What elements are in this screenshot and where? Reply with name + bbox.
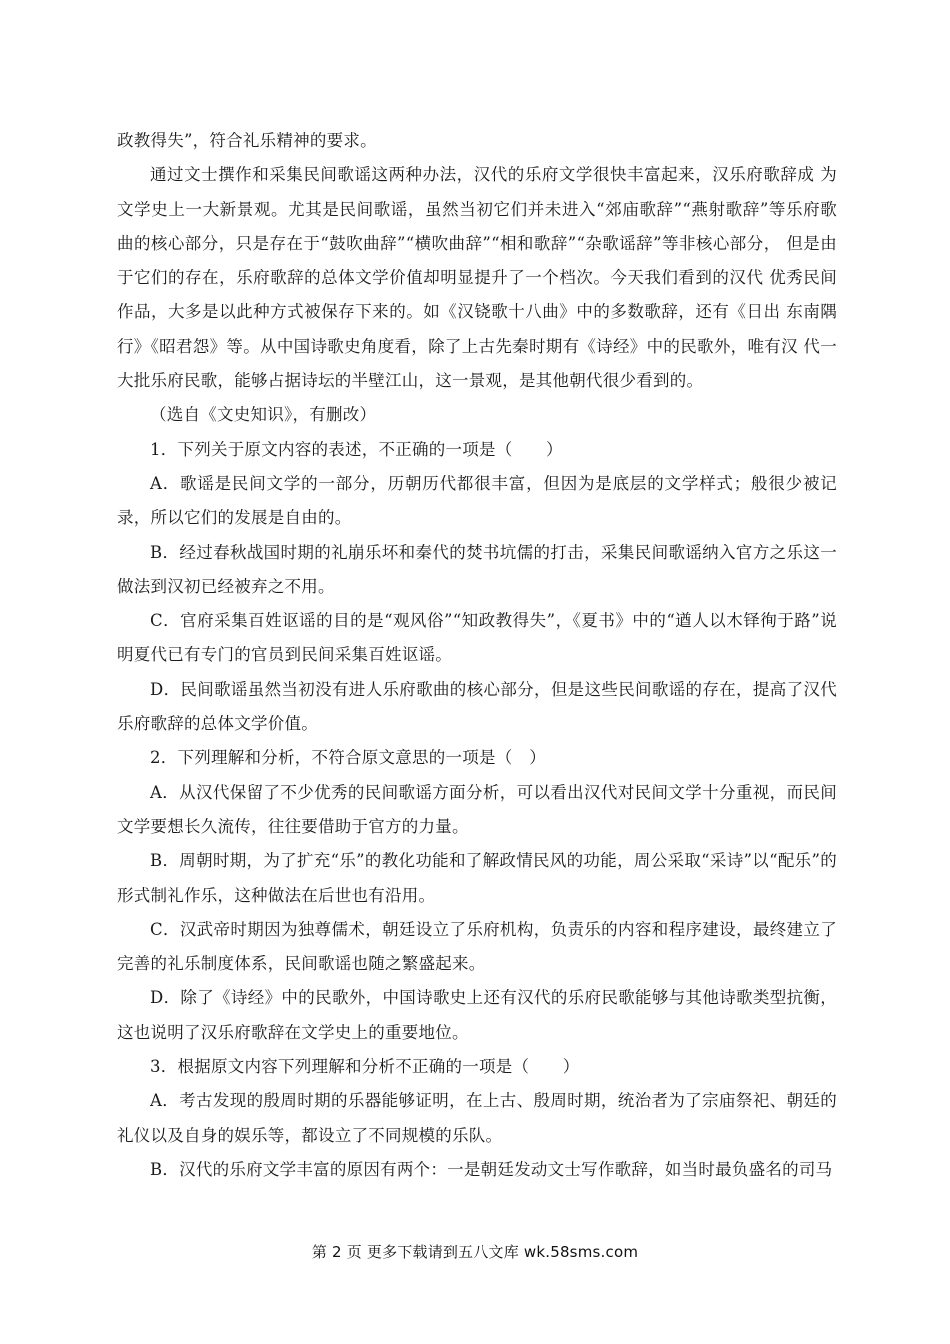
paragraph-yuefu-enrichment: 通过文士撰作和采集民间歌谣这两种办法，汉代的乐府文学很快丰富起来，汉乐府歌辞成 为文学史上一大新景观。尤其是民间歌谣，虽然当初它们并未进入“郊庙歌辞”“燕射歌辞”等乐府歌曲的核心部分，只是存在于“鼓吹曲辞”“横吹曲辞”“相和歌辞”“杂歌谣辞”等非核心部分， 但是由于它们的存在，乐府歌辞的总体文学价值却明显提升了一个档次。今天我们看到的汉代 优秀民间作品，大多是以此种方式被保存下来的。如《汉铙歌十八曲》中的多数歌辞，还有《日出 东南隅行》《昭君怨》等。从中国诗歌史角度看，除了上古先秦时期有《诗经》中的民歌外，唯有汉 代一大批乐府民歌，能够占据诗坛的半壁江山，这一景观，是其他朝代很少看到的。 <box>117 165 837 391</box>
question-1-option-d: D．民间歌谣虽然当初没有进人乐府歌曲的核心部分，但是这些民间歌谣的存在，提高了汉代乐府歌辞的总体文学价值。 <box>117 679 837 734</box>
question-2: 2．下列理解和分析，不符合原文意思的一项是（ ） <box>150 748 546 768</box>
source-note: （选自《文史知识》，有删改） <box>150 405 377 425</box>
paragraph-continuation: 政教得失”，符合礼乐精神的要求。 <box>117 131 377 150</box>
question-2-option-c: C．汉武帝时期因为独尊儒术，朝廷设立了乐府机构，负责乐的内容和程序建设，最终建立了完善的礼乐制度体系，民间歌谣也随之繁盛起来。 <box>117 919 837 974</box>
question-2-option-d: D．除了《诗经》中的民歌外，中国诗歌史上还有汉代的乐府民歌能够与其他诗歌类型抗衡，这也说明了汉乐府歌辞在文学史上的重要地位。 <box>117 988 837 1042</box>
page-footer: 第 2 页 更多下载请到五八文库 wk.58sms.com <box>311 1243 639 1261</box>
question-1-option-a: A．歌谣是民间文学的一部分，历朝历代都很丰富，但因为是底层的文学样式；般很少被记录，所以它们的发展是自由的。 <box>117 473 837 528</box>
question-1: 1．下列关于原文内容的表述，不正确的一项是（ ） <box>150 439 563 459</box>
question-2-option-b: B．周朝时期，为了扩充“乐”的教化功能和了解政情民风的功能，周公采取“采诗”以“配乐”的形式制礼作乐，这种做法在后世也有沿用。 <box>117 851 837 905</box>
question-1-option-c: C．官府采集百姓讴谣的目的是“观风俗”“知政教得失”，《夏书》中的“遒人以木铎徇于路”说明夏代已有专门的官员到民间采集百姓讴谣。 <box>117 611 837 665</box>
question-3-option-a: A．考古发现的殷周时期的乐器能够证明，在上古、殷周时期，统治者为了宗庙祭祀、朝廷的礼仪以及自身的娱乐等，都设立了不同规模的乐队。 <box>117 1091 837 1145</box>
question-2-option-a: A．从汉代保留了不少优秀的民间歌谣方面分析，可以看出汉代对民间文学十分重视，而民间文学要想长久流传，往往要借助于官方的力量。 <box>117 782 837 836</box>
question-3-option-b: B．汉代的乐府文学丰富的原因有两个：一是朝廷发动文士写作歌辞，如当时最负盛名的司马 <box>150 1159 833 1179</box>
document-body <box>117 124 837 1187</box>
question-3: 3．根据原文内容下列理解和分析不正确的一项是（ ） <box>150 1057 580 1077</box>
question-1-option-b: B．经过春秋战国时期的礼崩乐坏和秦代的焚书坑儒的打击，采集民间歌谣纳入官方之乐这一做法到汉初已经被弃之不用。 <box>117 542 837 596</box>
